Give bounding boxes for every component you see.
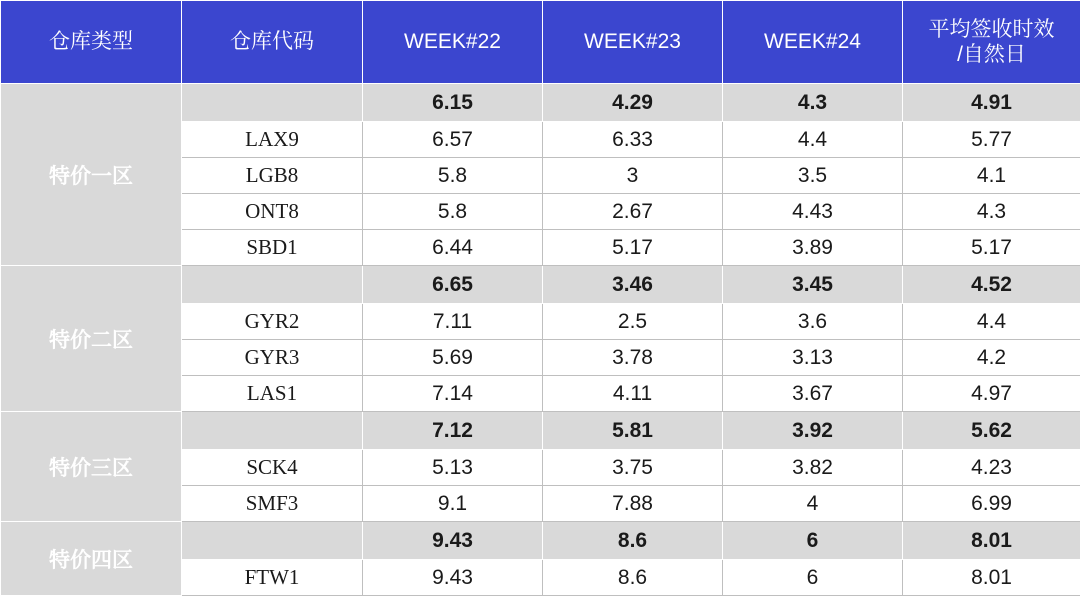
blank-code-cell-group-0: [182, 84, 363, 122]
table-header-row: [1, 1, 1080, 84]
week22-value-cell: 6.44: [363, 230, 543, 266]
summary-week23-group-0: 4.29: [543, 84, 723, 122]
summary-average-group-3: 8.01: [903, 522, 1080, 560]
week23-value-cell: 3: [543, 158, 723, 194]
average-value-cell: 5.17: [903, 230, 1080, 266]
week22-value-cell: 6.57: [363, 122, 543, 158]
week22-value-cell: 5.69: [363, 340, 543, 376]
column-header-week22: [363, 1, 543, 84]
average-value-cell: 4.2: [903, 340, 1080, 376]
column-header-week23: [543, 1, 723, 84]
week22-value-cell: 7.11: [363, 304, 543, 340]
week24-value-cell: 3.6: [723, 304, 903, 340]
average-value-cell: 4.3: [903, 194, 1080, 230]
summary-week23-group-1: 3.46: [543, 266, 723, 304]
summary-week22-group-3: 9.43: [363, 522, 543, 560]
week24-value-cell: 3.67: [723, 376, 903, 412]
week23-value-cell: 6.33: [543, 122, 723, 158]
table-row: [1, 412, 1080, 450]
average-value-cell: 5.77: [903, 122, 1080, 158]
week23-value-cell: 2.67: [543, 194, 723, 230]
average-value-cell: 4.23: [903, 450, 1080, 486]
week23-value-cell: 3.78: [543, 340, 723, 376]
week24-value-cell: 3.89: [723, 230, 903, 266]
category-cell-group-3: 特价四区: [1, 522, 182, 596]
table-row: [1, 522, 1080, 560]
week24-value-cell: 6: [723, 560, 903, 596]
summary-week22-group-0: 6.15: [363, 84, 543, 122]
week24-value-cell: 4.4: [723, 122, 903, 158]
table-row: [1, 84, 1080, 122]
week23-value-cell: 3.75: [543, 450, 723, 486]
column-header-warehouse-type: [1, 1, 182, 84]
category-cell-group-2: 特价三区: [1, 412, 182, 522]
column-header-week22-text: WEEK#22: [404, 30, 501, 53]
week23-value-cell: 5.17: [543, 230, 723, 266]
week23-value-cell: 4.11: [543, 376, 723, 412]
week24-value-cell: 4.43: [723, 194, 903, 230]
blank-code-cell-group-3: [182, 522, 363, 560]
average-value-cell: 8.01: [903, 560, 1080, 596]
week24-value-cell: 3.82: [723, 450, 903, 486]
week23-value-cell: 8.6: [543, 560, 723, 596]
column-header-warehouse-type-text: 仓库类型: [49, 30, 133, 53]
week22-value-cell: 9.1: [363, 486, 543, 522]
column-header-week24-text: WEEK#24: [764, 30, 861, 53]
column-header-week24: [723, 1, 903, 84]
average-value-cell: 4.1: [903, 158, 1080, 194]
summary-week23-group-3: 8.6: [543, 522, 723, 560]
column-header-average-line2: /自然日: [903, 42, 1080, 67]
week24-value-cell: 4: [723, 486, 903, 522]
average-value-cell: 4.4: [903, 304, 1080, 340]
column-header-week23-text: WEEK#23: [584, 30, 681, 53]
week23-value-cell: 7.88: [543, 486, 723, 522]
column-header-warehouse-code-text: 仓库代码: [230, 30, 314, 53]
week24-value-cell: 3.5: [723, 158, 903, 194]
average-value-cell: 6.99: [903, 486, 1080, 522]
warehouse-code-cell: GYR2: [182, 304, 363, 340]
warehouse-code-cell: LAX9: [182, 122, 363, 158]
summary-average-group-1: 4.52: [903, 266, 1080, 304]
summary-average-group-0: 4.91: [903, 84, 1080, 122]
week23-value-cell: 2.5: [543, 304, 723, 340]
table-row: [1, 266, 1080, 304]
warehouse-code-cell: SBD1: [182, 230, 363, 266]
column-header-average: [903, 1, 1080, 84]
summary-average-group-2: 5.62: [903, 412, 1080, 450]
table-header: [1, 1, 1080, 84]
average-value-cell: 4.97: [903, 376, 1080, 412]
warehouse-code-cell: LAS1: [182, 376, 363, 412]
summary-week24-group-0: 4.3: [723, 84, 903, 122]
summary-week24-group-2: 3.92: [723, 412, 903, 450]
warehouse-code-cell: ONT8: [182, 194, 363, 230]
warehouse-code-cell: FTW1: [182, 560, 363, 596]
column-header-average-line1: 平均签收时效: [929, 18, 1055, 41]
week22-value-cell: 5.13: [363, 450, 543, 486]
week22-value-cell: 9.43: [363, 560, 543, 596]
week22-value-cell: 7.14: [363, 376, 543, 412]
summary-week24-group-1: 3.45: [723, 266, 903, 304]
week22-value-cell: 5.8: [363, 194, 543, 230]
blank-code-cell-group-1: [182, 266, 363, 304]
week22-value-cell: 5.8: [363, 158, 543, 194]
summary-week24-group-3: 6: [723, 522, 903, 560]
summary-week22-group-1: 6.65: [363, 266, 543, 304]
category-cell-group-0: 特价一区: [1, 84, 182, 266]
week24-value-cell: 3.13: [723, 340, 903, 376]
warehouse-code-cell: SMF3: [182, 486, 363, 522]
warehouse-code-cell: SCK4: [182, 450, 363, 486]
warehouse-code-cell: GYR3: [182, 340, 363, 376]
summary-week22-group-2: 7.12: [363, 412, 543, 450]
summary-week23-group-2: 5.81: [543, 412, 723, 450]
table-body: [1, 84, 1080, 596]
column-header-warehouse-code: [182, 1, 363, 84]
category-cell-group-1: 特价二区: [1, 266, 182, 412]
blank-code-cell-group-2: [182, 412, 363, 450]
warehouse-code-cell: LGB8: [182, 158, 363, 194]
